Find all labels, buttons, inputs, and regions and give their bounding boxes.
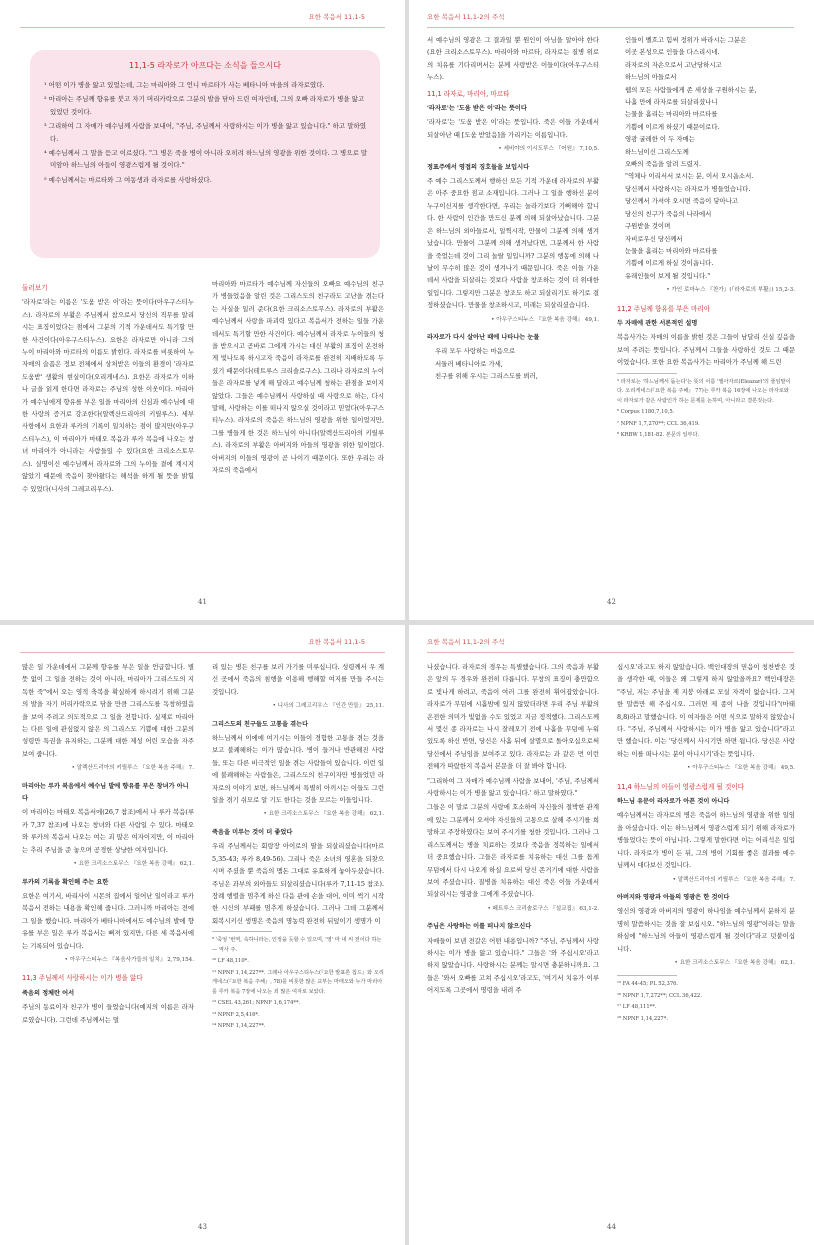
poem-line: 하느님의 아들로서 bbox=[625, 73, 677, 82]
sub-heading: 두 자매에 관한 서론적인 설명 bbox=[617, 319, 698, 327]
citation: • 아우구스티누스 『요한 복음 강해』 49,5. bbox=[687, 765, 795, 772]
poem-line: 당신께서 가셔야 오시면 죽음이 닿아나고 bbox=[625, 197, 739, 206]
section-heading: 11,3 주님께서 사랑하시는 이가 병을 앓다 bbox=[22, 974, 143, 983]
column-right bbox=[212, 278, 384, 479]
poem-line: 기쁨에 이르게 하실 것이옵니다. bbox=[625, 259, 714, 268]
body-text: 하느님께서 이에에 여기시는 이들이 경험한 고통을 겪는 것을 보고 불쾌해하는 이가 많습니다. 병이 들거나 반관해진 사람들, 또는 다른 비극적인 일을 겪는 사람들이 있습니다. 이런 일에 불쾌해하는 사람들은, 그리스도의 친구이자만 병들었던 라자로의 이야기 보면, 하느님께서 특별히 아끼시는 이들도 그런 일을 겪기 쉬모로 알 기도 한다는 것을 모르는 이들입니다. bbox=[212, 734, 384, 805]
sub-heading: 아버지와 영광과 아들의 영광은 한 것이다 bbox=[617, 893, 730, 901]
poem-line: 당신의 친구가 죽음의 나라에서 bbox=[625, 209, 712, 218]
quote-text: "그리하여 그 자매가 예수님께 사람을 보내어, '주님, 주님께서 사랑하시는 이가 병을 앓고 있습니다.' 하고 말하였다." bbox=[427, 776, 599, 798]
page-41 bbox=[0, 0, 405, 620]
poem-line: 우리 모두 사랑하는 마음으로 bbox=[435, 347, 516, 356]
verse: ³ 그리하여 그 자매가 예수님께 사람을 보내어, "주님, 주님께서 사랑하시는 이가 병을 앓고 있습니다." 하고 말하였다. bbox=[44, 122, 367, 143]
body-text: 리 있는 병든 친구를 보러 가기를 미루십니다. 성령께서 우 계신 곳에서 죽음의 침행을 이용해 행해할 여지를 만들 주시는 것입니다. bbox=[212, 663, 384, 696]
verse: ² 마리아는 주님께 향유를 붓고 자기 머리카락으로 그분의 발을 닦아 드린 여자인데, 그의 오빠 라자로가 병을 앓고 있었던 것이다. bbox=[44, 95, 365, 116]
column-left bbox=[22, 278, 194, 497]
sub-heading: 주님은 사랑하는 이를 떠나지 않으신다 bbox=[427, 923, 532, 931]
column-left bbox=[427, 661, 599, 999]
body-text: 요한은 여기서, 바리사이 시몬의 집에서 일어난 일이라고 루카 복음서 전하는 내용을 확인해 줍니다. 그러니까 마리아는 전에 그 일을 했습니다. 마리아가 베타니아에서도 예수님의 발에 향유를 부은 일은 루카 복음서는 뻐져 있지만, 다른 세 복음서에는 기록되어 있습니다. bbox=[22, 891, 194, 950]
footnote: ⁵ 라자로는 '하느님께서 돕는다'는 뜻의 이름 '엘아자르(Eleazar)'의 줄임말이다. 오리게네스(『요한 복음 주해』 77)는 루카 복음 16장에 나오는 라자로와 이 라자로가 같은 사람인가 하는 문제를 논하며, 아니라고 결론짓는다. bbox=[617, 378, 791, 404]
verse: ⁴ 예수님께서 그 말을 듣고 이르셨다. "그 병은 죽을 병이 아니라 오히려 하느님의 영광을 위한 것이다. 그 병으로 말미암아 하느님의 아들이 영광스럽게 될 것이다." bbox=[44, 149, 368, 170]
sub-heading: 정표주에서 영접의 징호들을 보입시다 bbox=[427, 163, 530, 171]
column-right bbox=[212, 661, 384, 1034]
section-heading: 11,4 하느님의 아들이 영광스럽게 될 것이다 bbox=[617, 782, 745, 791]
page-44 bbox=[409, 625, 814, 1245]
page-43 bbox=[0, 625, 405, 1245]
running-head: 요한 복음서 11,1-5 bbox=[308, 13, 365, 21]
footnote: ¹⁵ FA 44-45; PL 52,376. bbox=[617, 981, 679, 988]
header-rule bbox=[20, 652, 385, 653]
body-text: 영신의 영광과 아버지의 영광이 하나임을 예수님께서 분하지 분명히 말씀하시는 것을 잘 보십시오. "하느님의 영광"이라는 말을 하심에 "하느님의 아들이 영광스럽게 될 것이다"라고 덧붙이십니다. bbox=[617, 907, 795, 953]
section-heading: 11,2 주님께 향유를 부은 마리아 bbox=[617, 304, 711, 313]
body-text: 이 마리아는 마태오 복음서에(26,7 참조)에서 나 루카 복음(루카 7,37 참조)에 나오는 창녀와 다른 사람일 수 있다. 마태오와 루카의 복음서 나오는 여는 괴 많은 여자이지만, 이 마리아는 추리 주님을 준 놓으며 공경한 상냥한 여자입니다. bbox=[22, 808, 194, 854]
citation: • 아우구스티누스 『복음사가들의 일치』 2,79,154. bbox=[64, 956, 194, 963]
header-rule bbox=[20, 27, 385, 28]
poem-line: 구원받을 것이며 bbox=[625, 222, 671, 231]
page-number: 41 bbox=[198, 598, 207, 606]
citation: • 세비야의 이시도루스 『어원』 7,10,5. bbox=[498, 146, 599, 153]
footnote: ⁹ '죽엉 '번역, 속하니라는, 인정을 듯할 수 있으며, '영' 마 내 씨 전이다 하는 — 역사 주. bbox=[212, 937, 382, 953]
body-text: 나셨습니다. 라자로의 경우는 특별했습니다. 그의 죽음과 부활은 앞의 두 경우와 완전히 다릅니다. 무창의 표징이 충만함으로 빛나게 하려고, 죽음이 여러 그를 완전히 휘어잡았습니다. 라자로가 무덤에 시흘밤에 있지 않았더라면 우리 주님 부활의 온전한 의미가 빛없을 수도 있었고 지금 정적했다. 그리스도께서 몇신 종 라자로는 나시 잘레오기 전에 나흘을 무덤에 누워 있도록 하신 반면, 당신은 사흘 뒤에 살멸으로 돌아오십으로써 당신에서 주님임을 보여주고 있다. 라자로는 과 같은 먼 이런 전혜가 따랐한지 복음서 본문을 더 잘 봐야 합니다. bbox=[427, 663, 599, 771]
poem-line: 웹의 모든 사람들에게 존 세상을 구원하시는 분, bbox=[625, 85, 757, 94]
body-text: 주 예수 그리스도께서 행하신 모든 기적 가운데 라자로의 부활은 아주 중요한 점교 소재입니다. 그러나 그 일을 행하신 분이 누구이신지를 생각한다면, 우리는 놀라기보다 기뻐해야 합니다. 한 사람이 인간을 만드신 분께 의해 되살아났습니다. 그분은 하느님의 외아들로서, 일찍시작, 만물이 그분께 의해 생겨났습니다. 만물이 그분께 의해 생겨났다면, 그분께서 한 사람을 죽었는데 것이 그리 놀랄 일입니까? 그분의 행동에 의해 나날이 무수히 많은 것이 생겨나기 때문입니다. 죽은 이들 가운데서 사람을 되살리는 것보다 사람을 창조하는 것이 더 위대한 일입니다. 그렇지만 그분은 창조도 하고 되살리기도 하기로 결정하셨습니다. 만물을 창조하시고, 미래는 되살리셨습니다. bbox=[427, 177, 599, 310]
section-heading: 11,1 라자로, 마리아, 마르타 bbox=[427, 89, 510, 98]
footnote: ¹⁷ LF 48,111**. bbox=[617, 1004, 657, 1011]
poem-line: 눈물을 흘리는 마리아와 마르타를 bbox=[625, 246, 718, 255]
poem-line: 이곳 본성으로 인들을 다스리시네. bbox=[625, 48, 720, 57]
citation: • 아우구스티누스 『요한 복음 강해』 49,1. bbox=[491, 316, 599, 323]
header-rule bbox=[427, 652, 794, 653]
body-text: 서 예수님의 영광은 그 결과일 뿐 원인이 아님을 알아야 한다(요한 크리소스토무스). 마리아와 마르타, 라자로는 질병 위로의 치유를 기다리며서는 분께 사랑받은 이들이다(아우구스티누스). bbox=[427, 36, 599, 82]
poem-line: 자비로우신 당신께서 bbox=[625, 234, 683, 243]
column-right bbox=[617, 661, 795, 1026]
footnote: ⁶ Corpus 1180,7,10,5. bbox=[617, 409, 675, 416]
poem-line: 기쁨에 이르게 하셨기 때문이로다. bbox=[625, 122, 720, 131]
poem-line: 유래인들이 보게 될 것입니다." bbox=[625, 271, 711, 280]
page-number: 44 bbox=[607, 1223, 616, 1231]
footnote: ¹¹ NPNF 1,14,227**. 그래나 아우구스티누스(『요한 발표론 칩드』와 오리게네스(『요한 복음 주해』, 78)를 비롯한 많은 교부는 마태오와 누가 마리아를 루카 복음 7장에 나오는 죄 많은 여자로 보았다. bbox=[212, 969, 384, 995]
scripture-box bbox=[30, 50, 380, 258]
footnote: ¹⁴ NPNF 1,14,227**. bbox=[212, 1023, 266, 1030]
body-text: '라자로'라는 이름은 '도움 받은 이'라는 뜻이다(아우구스티누스). 라자로의 부활은 주님께서 참으로서 당신의 직무를 알리시는 표징이었다는 점에서 그분의 기적 가운데서도 특기할 만한 사건이다(아우구스티누스). 요한은 라자로만 아니라 그의 누이 마리아와 마르타의 이름도 밝힌다. 라자로를 비롯하여 누 자매의 슬픔은 정보 전체에서 상처받은 이들의 환경이 '라자로 도움받' 생활의 현실이다(오리게네스). 요한은 라자로가 이하나 글을 읽게 한다면 라자로는 주님의 성한 이웃이다. 마리아가 예수님에게 향유를 부은 일을 마리아의 신심과 예수님에 대한 사랑의 증거로 강조한다(알렉산드리아의 키릴루스). 세부 사항에서 요한과 루카의 기록이 일치하는 점이 많지만(아우구스티누스), 이 마리아가 마태오 복음과 루카 복음에 나오는 창녀 마리아가 아니라는 사람들일 수 있다(요한 크리소스토무스). 실명이신 예수님께서 라자로와 그의 누이들 곁에 계시지 않았기 때문에 죽음이 찾아왔다는 해석을 하게 될 뜻을 밝힐 수 있었다(니사의 그레고리우스). bbox=[22, 298, 194, 493]
citation: • 요한 크리소스토무스 『요한 복음 강해』 62,1. bbox=[263, 811, 384, 818]
column-right bbox=[617, 34, 795, 443]
poem-line: 서둘러 베타니아로 가세, bbox=[435, 359, 503, 368]
poem-line: 는물을 흘리는 마리아와 마르타를 bbox=[625, 110, 718, 119]
footnote: ⁷ NPNF 1,7,270**; CCL 36,419. bbox=[617, 420, 700, 427]
poem-line: 나흘 만에 라자로를 되살리셨나니 bbox=[625, 98, 718, 107]
poem-line: 영광 굴레한 이 두 자매는 bbox=[625, 135, 695, 144]
poem-line: "역체나 이리서서 보시는 분, 이서 오시옵소서. bbox=[625, 172, 754, 181]
running-head: 요한 복음서 11,1-5 bbox=[308, 638, 365, 646]
footnote: ¹⁸ NPNF 1,14,227*. bbox=[617, 1015, 668, 1022]
body-text: 예수님께서는 라자로의 병은 죽음이 하느님의 영광을 위한 일임을 아셨습니다. 이는 하느님께서 영광스럽게 되기 위해 라자로가 병들었다는 뜻이 아닙니다. 그렇게 말한다면 이는 어리석은 일입니다. 라자로가 병이 든 뒤, 그의 병이 기회를 좋은 결과를 예수님께서 대다보신 것입니다. bbox=[617, 811, 795, 870]
citation: • 가인 로마누스 『찬가』(『라자로의 부활』) 15,2-3. bbox=[666, 287, 795, 294]
sub-heading: '라자로'는 '도움 받은 이'라는 뜻이다 bbox=[427, 105, 527, 113]
footnote: ¹³ NPNF 2,5,416*. bbox=[212, 1011, 260, 1018]
body-text: 주님의 동료이자 친구가 병이 들었습니다(예지의 이름은 라자로였습니다). 그런데 주님께서는 멀 bbox=[22, 1003, 194, 1024]
sub-heading: 하느님 유문이 라자로가 아픈 것이 아니다 bbox=[617, 798, 730, 806]
page-number: 43 bbox=[198, 1223, 207, 1231]
poem-line: 하느님이신 그리스도께 bbox=[625, 147, 689, 156]
section-heading: 둘러보기 bbox=[22, 284, 48, 292]
sub-heading: 그리스도의 친구들도 고통을 겪는다 bbox=[212, 720, 309, 728]
box-title: 11,1-5 라자로가 아프다는 소식을 들으시다 bbox=[129, 61, 281, 70]
header-rule bbox=[427, 27, 794, 28]
poem-line: 당신께서 사랑하시는 라자로가 병들었습니다. bbox=[625, 184, 751, 193]
footnote: ¹² CSEL 43,261; NPNF 1,6,174**. bbox=[212, 1000, 301, 1007]
sub-heading: 죽음을 미루는 것이 더 좋었다 bbox=[212, 828, 293, 836]
sub-heading: 마리아는 루카 복음에서 예수님 발에 향유를 부은 창녀가 아니다 bbox=[22, 782, 189, 803]
citation: • 알렉산드리아의 키릴루스 『요한 복음 주해』 7. bbox=[71, 765, 194, 772]
citation: • 니사의 그레고리우스 『인간 만들』 25,11. bbox=[272, 703, 384, 710]
body-text: 마리아와 마르타가 예수님께 자신들의 오빠요 예수님의 친구가 병들었음을 알린 것은 그리스도의 친구라도 고난을 겪는다는 사실을 일러 준다(요한 크리소스토무스). 라자로의 부활은 예수님께서 사랑을 파괴력 있다고 복음서가 전하는 일들 가운데서도 특기할 만한 사건이다. 예수님께서 라자로 누이들의 청을 받으시고 곧바로 그에게 가시는 대신 부활의 표징이 온전하게 빛나도록 하시고자 죽음이 라자로를 완전히 지배하도록 두셨기 때문이다(테트루스 크리솔로구스). 그리나 라자로의 누이들은 라자로를 넣게 해 달라고 예수님께 청하는 관점을 보이지 않았다. 그들은 예수님께서 사랑하실 때 사랑으로 하는, 다시 말해, 사랑하는 이를 떠나지 않으실 것이라고 믿었다(아우구스티누스). 라자로의 죽음은 하느님의 영광을 위한 일이었지만, 그를 병들게 한 것은 하느님이 아니다(알렉산드리아의 키릴루스). 라자로의 부활은 아버지와 아들의 영광을 위한 일이었다. 아버지의 이들의 영광이 곧 나이기 때문이다. 또한 우리는 라자로의 죽음에서 bbox=[212, 280, 384, 475]
footnote: ¹⁶ NPNF 1,7,272**; CCL 36,422. bbox=[617, 992, 702, 999]
poem-line: 인들이 벨흐고 힘써 정위가 바라시는 그분은 bbox=[625, 36, 747, 44]
footnote-rule bbox=[617, 373, 677, 374]
footnote: ¹⁰ LF 48,110*. bbox=[212, 958, 249, 965]
citation: • 알렉산드리아의 키릴루스 『요한 복음 주해』 7. bbox=[672, 876, 795, 883]
footnote-rule bbox=[212, 931, 272, 932]
body-text: 자매들이 보낸 전갈은 어떤 내용입니까? "주님, 주님께서 사랑하시는 이가 병을 앓고 있습니다." 그들은 '와 주십시오'라고 하지 않았습니다. 사랑하시는 분께는 알시면 충분하니까요. 그들은 '와서 오빠를 고쳐 주십시오'라고도, '여기서 치유가 이루어지도록 그곳에서 명령을 내려 주 bbox=[427, 936, 599, 995]
verse: ¹ 어떤 이가 병을 앓고 있었는데, 그는 마리아와 그 언니 마르타가 사는 베타니아 마을의 라자로였다. bbox=[44, 81, 325, 89]
sub-heading: 죽음의 정체란 어서 bbox=[22, 989, 75, 997]
body-text: 그들은 이 말로 그분의 사랑에 호소하여 자신들의 절박한 관계에 있는 그분께서 오셔야 자신들의 고통으로 살해 주시기를 희망하고 주장하였다는 보여 주시기를 청한 것입니다. 그러나 그리스도께서는 병을 치료하는 것보다 죽음을 정복하는 일에서 더 중요했습니다. 그들은 라자로를 치유하는 대신 그를 돕게 무덤에서 다시 나오게 하실 요로써 당신 존거기에 대한 사람을 보여 주셨습니다. 질병을 치유하는 대신 죽은 이들 가운데서 되살리시는 영광을 그에게 주셨습니다. bbox=[427, 803, 599, 899]
page-42 bbox=[409, 0, 814, 620]
running-head: 요한 복음서 11,1-2의 주석 bbox=[427, 13, 505, 21]
body-text: 십시오'라고도 하지 않았습니다. 백인대장의 믿음이 칭찬받은 것을 생각한 때, 이들은 왜 그렇게 하지 않았을까요? 백인대장은 "주님, 저는 주님을 제 지붕 아래로 모실 자격이 없습니다. 그저 한 말씀만 해 주십시오. 그러면 제 종이 나을 것입니다"(마태 8,8)라고 말했습니다. 이 여자들은 어떤 식으로 말하지 않았습니다. "주님, 주님께서 사랑하시는 이가 병을 앓고 있습니다"라고만 했습니다. 이는 '당신께서 사시기만 하면 됩니다. 당신은 사랑하는 이를 떠나시는 분이 아니시기'라는 뜻입니다. bbox=[617, 663, 795, 758]
body-text: '라자로'는 '도움 받은 이'라는 뜻입니다. 죽은 이들 가운데서 되살아난 때 [도움 받았음]을 가리키는 이름입니다. bbox=[427, 118, 599, 139]
footnote: ⁸ KRBW 1,181-82. 본문의 일부다. bbox=[617, 432, 700, 439]
poem-line: 라자로의 자손으로서 고난당하시고 bbox=[625, 60, 722, 69]
running-head: 요한 복음서 11,1-2의 주석 bbox=[427, 638, 505, 646]
column-left bbox=[22, 661, 194, 1028]
sub-heading: 루카의 기록을 확인해 주는 요한 bbox=[22, 878, 109, 886]
citation: • 요한 크리소스토무스 『요한 복음 강해』 62,1. bbox=[73, 861, 194, 868]
sub-heading: 라자로가 다시 살아난 때에 나타나는 눈물 bbox=[427, 333, 540, 341]
body-text: 우리 주님께서는 회랑장 아이로의 딸을 되살리셨습니다(마르 5,35-43; 루카 8,49-56). 그리나 죽은 소녀의 영혼을 되찾으시며 주셨을 뿐 죽음의 멤돈 그대로 유효하게 놓아두셨습니다. 주님은 과부의 외아들도 되살리셨습니다(루카 7,11-15 참조). 장례 행렬을 멈추게 하신 다음 관에 손을 대어, 이미 썩기 시작한 시신의 부패를 멈추게 하셨습니다. 그러나 그데 그분께서 회복시키신 생명은 죽음의 명농력 완전히 뒤덮이기 생명가 이 bbox=[212, 842, 384, 925]
page-number: 42 bbox=[607, 598, 616, 606]
citation: • 요한 크리소스토무스 『요한 복음 강해』 62,1. bbox=[674, 959, 795, 966]
citation: • 페트루스 크리솔로구스 『설교집』 63,1-2. bbox=[487, 905, 599, 912]
body-text: 많은 일 가운데에서 그분께 향유를 부은 일을 언급합니다. 별 뜻 없이 그 일을 전하는 것이 아니라, 마리아가 그리스도의 지독한 죽"에서 오는 영적 축복을 확실하게 하시려기 위해 그분의 발을 자기 머리카락으로 닦을 만큼 그리스도를 독창하였음을 보여 주려고 의도적으로 그 일을 전합니다. 실제로 마리아는 다른 일에 관심없지 않은 의 그리스도 기쁨에 대한 그분의 성령만 특권을 유지하는, 그분께 대한 제성 어린 모습을 자주 보여 줍니다. bbox=[22, 663, 194, 758]
footnote-rule bbox=[617, 975, 677, 976]
column-left bbox=[427, 34, 599, 383]
poem-line: 친구를 위해 우시는 그리스도를 뵈러, bbox=[435, 372, 538, 381]
poem-line: 오빠의 죽음을 알려 드렸지. bbox=[625, 160, 702, 169]
verse: ⁵ 예수님께서는 마르타와 그 여동생과 라자로를 사랑하셨다. bbox=[44, 175, 212, 184]
body-text: 복음사가는 자매의 이름을 밝힌 것은 그들이 남달리 신실 깊음을 보여 주려는 뜻입니다. 주님께서 그들을 사랑하신 것도 그 때문이었습니다. 또한 요한 복음사가는 마리아가 주님께 해 드린 bbox=[617, 333, 795, 367]
